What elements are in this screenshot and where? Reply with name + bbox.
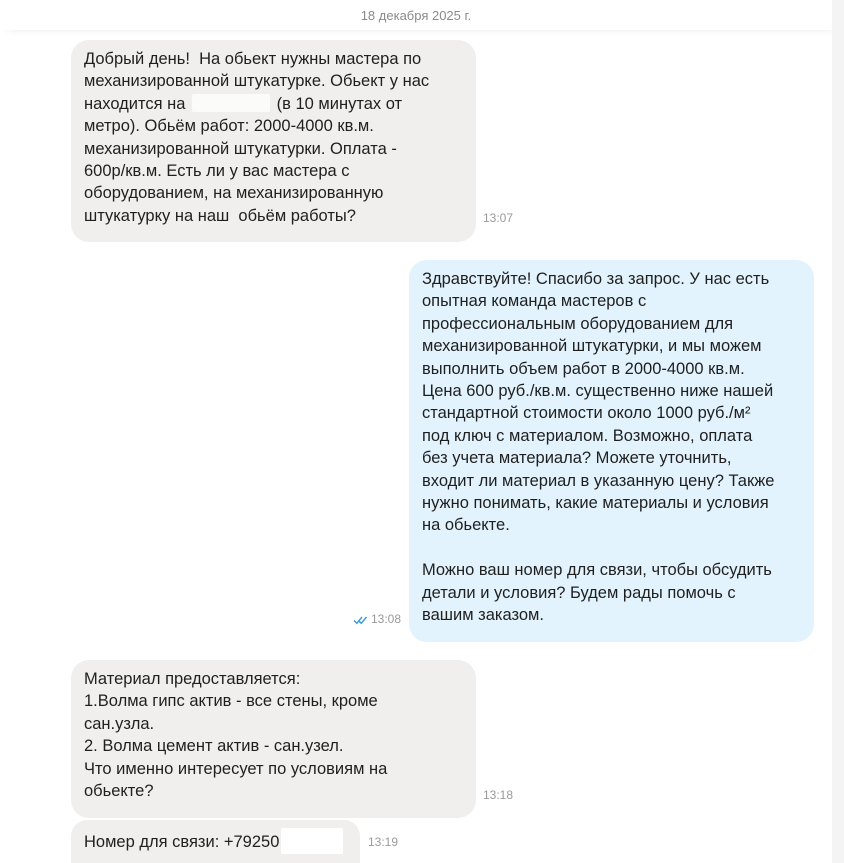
message-line: 600р/кв.м. Есть ли у вас мастера с: [84, 162, 350, 181]
message-line: выполнить объем работ в 2000-4000 кв.м.: [422, 359, 745, 378]
date-separator: 18 декабря 2025 г.: [360, 8, 472, 23]
message-line: механизированной штукатурки. Оплата -: [84, 139, 397, 158]
date-header: [0, 0, 844, 30]
message-time-with-status: [353, 612, 401, 628]
message-text: (в 10 минутах от: [276, 94, 403, 113]
scrollbar-track[interactable]: [832, 0, 844, 863]
message-line: на обьекте.: [422, 516, 510, 535]
message-line: профессиональным оборудованием для: [422, 314, 734, 333]
message-time: 13:07: [483, 211, 514, 225]
message-line: Цена 600 руб./кв.м. существенно ниже нашей: [422, 382, 774, 401]
message-line: 2. Волма цемент актив - сан.узел.: [84, 737, 344, 756]
message-line: Добрый день! На обьект нужны мастера по: [84, 50, 422, 68]
double-check-icon: [353, 614, 368, 628]
message-line: стандартной стоимости около 1000 руб./м²: [422, 404, 751, 423]
message-line: оборудованием, на механизированную: [84, 184, 384, 203]
message-line: Здравствуйте! Спасибо за запрос. У нас есть: [422, 270, 770, 288]
message-line: Что именно интересует по условиям на: [84, 759, 388, 778]
redacted-address: [192, 94, 270, 112]
message-incoming[interactable]: [71, 660, 476, 818]
message-text: находится на: [84, 94, 186, 113]
message-incoming[interactable]: [71, 40, 476, 242]
message-line-blank: [422, 537, 801, 559]
message-line: штукатурку на наш обьём работы?: [84, 206, 356, 225]
message-line: обьекте?: [84, 782, 154, 801]
message-text: Номер для связи: +79250: [84, 833, 280, 851]
message-line: опытная команда мастеров с: [422, 292, 647, 311]
message-outgoing[interactable]: [409, 260, 814, 642]
message-line: 1.Волма гипс актив - все стены, кроме: [84, 692, 378, 711]
message-line: нужно понимать, какие материалы и условия: [422, 494, 769, 513]
message-time: 13:08: [371, 612, 402, 626]
message-line: сан.узла.: [84, 714, 155, 733]
message-line: под ключ с материалом. Возможно, оплата: [422, 426, 753, 445]
message-line: механизированной штукатурки, и мы можем: [422, 337, 762, 356]
message-line: вашим заказом.: [422, 606, 544, 625]
message-line: Материал предоставляется:: [84, 670, 301, 688]
message-line: без учета материала? Можете уточнить,: [422, 449, 732, 468]
message-incoming[interactable]: [71, 820, 360, 863]
message-time: 13:19: [368, 835, 399, 849]
message-time: 13:18: [483, 788, 514, 802]
message-line: входит ли материал в указанную цену? Также: [422, 471, 775, 490]
message-line: механизированной штукатурке. Обьект у нас: [84, 72, 430, 91]
redacted-phone: [281, 828, 343, 854]
message-line: детали и условия? Будем рады помочь с: [422, 583, 736, 602]
message-line: Можно ваш номер для связи, чтобы обсудить: [422, 561, 772, 580]
message-line: метро). Обьём работ: 2000-4000 кв.м.: [84, 117, 374, 136]
message-line-with-redaction: [84, 828, 347, 854]
message-line-with-redaction: [84, 93, 463, 115]
